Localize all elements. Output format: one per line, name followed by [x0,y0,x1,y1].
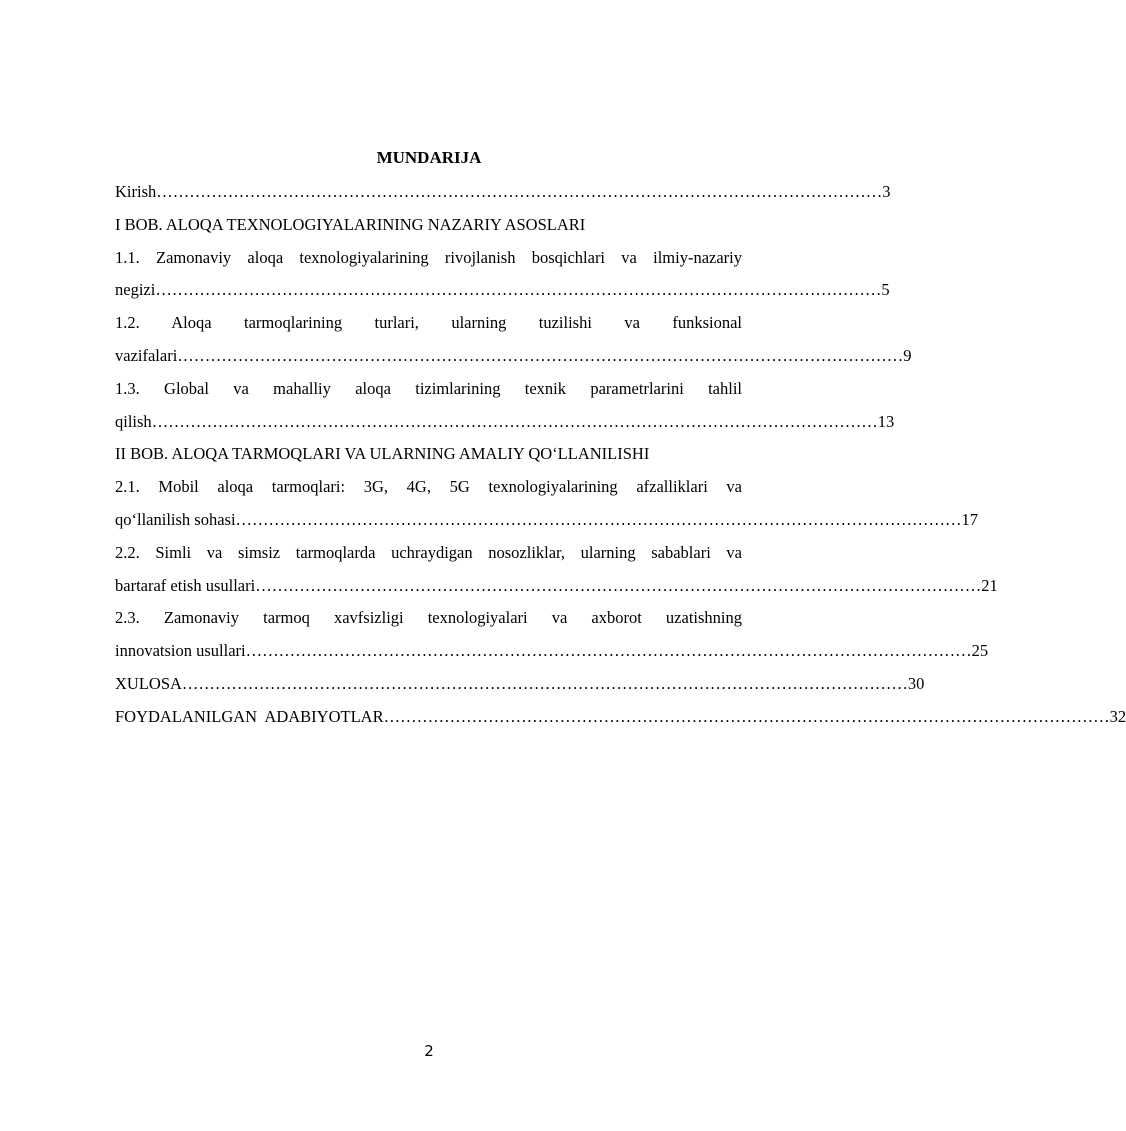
toc-section-1-3-line1: 1.3. Global va mahalliy aloqa tizimlarining texnik parametrlarini tahlil [115,378,742,398]
toc-leader-dots: …………………………………………………………………………………………………………………… [235,509,962,529]
toc-leader-dots: …………………………………………………………………………………………………………………… [156,182,883,201]
toc-section-2-3-line2 [115,640,989,673]
toc-section-2-2-line1: 2.2. Simli va simsiz tarmoqlarda uchraydigan nosozliklar, ularning sabablari va [115,542,742,562]
toc-section-2-1-line2 [115,509,979,542]
toc-entry-text: innovatsion usullari [115,641,246,661]
toc-entry-kirish [115,181,891,214]
toc-section-2-1-line1: 2.1. Mobil aloqa tarmoqlari: 3G, 4G, 5G texnologiyalarining afzalliklari va [115,477,742,497]
toc-section-1-1-line2 [115,279,890,312]
toc-page-number: 30 [907,673,925,693]
toc-entry-xulosa [115,673,925,706]
toc-entry-text: negizi [115,280,156,300]
toc-entry-text: qo‘llanilish sohasi [115,509,236,529]
toc-section-1-1-line1: 1.1. Zamonaviy aloqa texnologiyalarining rivojlanish bosqichlari va ilmiy-nazariy [115,247,742,267]
toc-leader-dots: …………………………………………………………………………………………………………………… [177,345,904,365]
toc-chapter-1: I BOB. ALOQA TEXNOLOGIYALARINING NAZARIY ASOSLARI [115,214,586,234]
toc-page-number: 32 [1109,706,1126,726]
page-number: 2 [424,1042,434,1060]
toc-section-2-2-line2 [115,575,998,608]
toc-entry-text: vazifalari [115,345,178,365]
toc-leader-dots: …………………………………………………………………………………………………………………… [151,411,878,431]
toc-leader-dots: …………………………………………………………………………………………………………………… [181,673,908,693]
toc-leader-dots: …………………………………………………………………………………………………………………… [383,706,1110,726]
toc-section-1-2-line2 [115,345,912,378]
toc-entry-text: FOYDALANILGAN ADABIYOTLAR [115,706,384,726]
toc-page-number: 9 [903,345,912,365]
toc-section-1-2-line1: 1.2. Aloqa tarmoqlarining turlari, ularning tuzilishi va funksional [115,313,742,333]
toc-page-number: 13 [877,411,895,431]
toc-page-number: 21 [981,575,998,595]
toc-page-number: 5 [881,280,890,300]
toc-page-number: 17 [961,509,979,529]
toc-page-number: 3 [882,182,891,201]
toc-chapter-2: II BOB. ALOQA TARMOQLARI VA ULARNING AMALIY QO‘LLANILISHI [115,444,650,464]
toc-entry-text: Kirish [115,182,157,201]
toc-page-number: 25 [971,641,989,661]
toc-leader-dots: …………………………………………………………………………………………………………………… [155,280,882,300]
toc-section-1-3-line2 [115,411,895,444]
toc-title: MUNDARIJA [376,148,482,167]
toc-entry-text: bartaraf etish usullari [115,575,256,595]
toc-leader-dots: …………………………………………………………………………………………………………………… [245,641,972,661]
toc-section-2-3-line1: 2.3. Zamonaviy tarmoq xavfsizligi texnologiyalari va axborot uzatishning [115,608,742,628]
table-of-contents [115,181,1126,739]
toc-entry-text: qilish [115,411,152,431]
toc-leader-dots: …………………………………………………………………………………………………………………… [255,575,982,595]
toc-entry-text: XULOSA [115,673,182,693]
toc-entry-adabiyotlar [115,706,1126,739]
